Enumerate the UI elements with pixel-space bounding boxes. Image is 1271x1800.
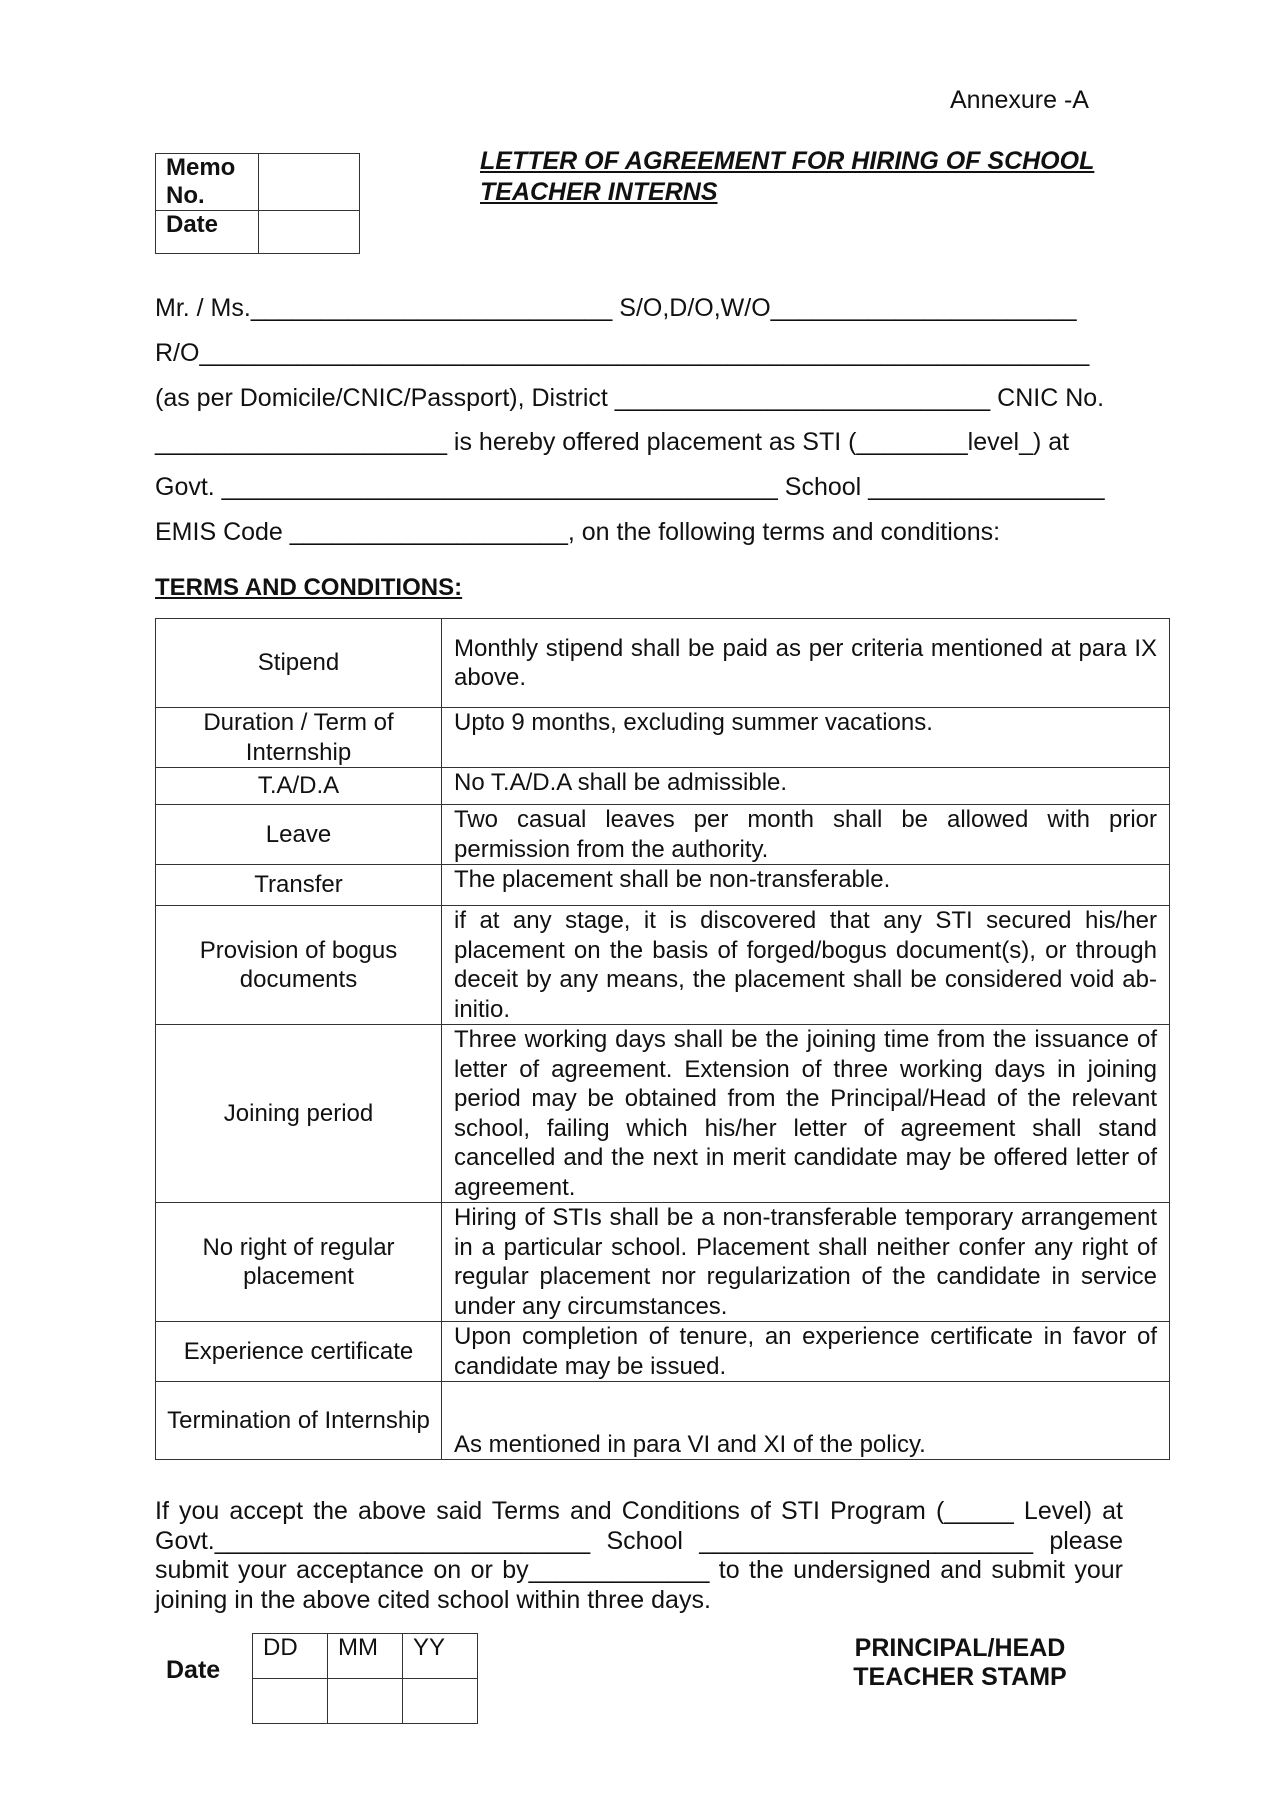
term-key: Joining period [156,1025,442,1203]
terms-row [156,768,1170,805]
date-label: Date [166,1656,221,1684]
year-field[interactable] [403,1679,478,1724]
terms-row [156,865,1170,906]
document-title: LETTER OF AGREEMENT FOR HIRING OF SCHOOL TEACHER INTERNS [480,147,1095,206]
memo-date-field[interactable] [259,211,360,254]
date-table [252,1633,478,1724]
terms-row [156,1203,1170,1322]
day-header: DD [253,1634,328,1679]
terms-row [156,708,1170,768]
term-value: No T.A/D.A shall be admissible. [442,768,1170,805]
form-line-cnic[interactable]: _____________________ is hereby offered placement as STI (________level_) at [155,428,1070,456]
month-field[interactable] [328,1679,403,1724]
acceptance-paragraph: If you accept the above said Terms and Conditions of STI Program (_____ Level) at Govt.___________________________ School ________________________ please submit your acceptance on or by_____________ to the undersigned and submit your joining in the above cited school within three days. [155,1497,1123,1614]
terms-row [156,1025,1170,1203]
term-value: Monthly stipend shall be paid as per criteria mentioned at para IX above. [442,619,1170,708]
memo-no-field[interactable] [259,154,360,211]
form-line-emis[interactable]: EMIS Code ____________________, on the following terms and conditions: [155,518,1001,546]
term-key: T.A/D.A [156,768,442,805]
annexure-label: Annexure -A [950,86,1089,114]
principal-stamp-label: PRINCIPAL/HEAD TEACHER STAMP [853,1634,1067,1691]
form-line-residence[interactable]: R/O________________________________________________________________ [155,339,1090,367]
term-key: Duration / Term of Internship [156,708,442,768]
terms-row [156,1322,1170,1382]
memo-table [155,153,360,254]
term-value: As mentioned in para VI and XI of the policy. [442,1382,1170,1460]
term-key: Provision of bogus documents [156,906,442,1025]
term-value: Upto 9 months, excluding summer vacations. [442,708,1170,768]
term-key: No right of regular placement [156,1203,442,1322]
term-value: Upon completion of tenure, an experience certificate in favor of candidate may be issued. [442,1322,1170,1382]
memo-date-label: Date [156,211,259,254]
year-header: YY [403,1634,478,1679]
term-key: Experience certificate [156,1322,442,1382]
terms-row [156,1382,1170,1460]
term-key: Transfer [156,865,442,906]
term-key: Leave [156,805,442,865]
month-header: MM [328,1634,403,1679]
terms-table [155,618,1170,1460]
memo-no-label: Memo No. [156,154,259,211]
term-key: Termination of Internship [156,1382,442,1460]
form-line-district[interactable]: (as per Domicile/CNIC/Passport), District ___________________________ CNIC No. [155,384,1105,412]
term-key: Stipend [156,619,442,708]
day-field[interactable] [253,1679,328,1724]
form-line-name[interactable]: Mr. / Ms.__________________________ S/O,D/O,W/O______________________ [155,294,1077,322]
term-value: if at any stage, it is discovered that any STI secured his/her placement on the basis of forged/bogus document(s), or through deceit by any means, the placement shall be considered void ab-initio. [442,906,1170,1025]
term-value: Hiring of STIs shall be a non-transferable temporary arrangement in a particular school. Placement shall neither confer any right of regular placement nor regularization of the candidate in service under any circumstances. [442,1203,1170,1322]
terms-heading: TERMS AND CONDITIONS: [155,574,463,601]
term-value: Three working days shall be the joining time from the issuance of letter of agreement. Extension of three working days in joining period may be obtained from the Principal/Head of the relevant school, failing which his/her letter of agreement shall stand cancelled and the next in merit candidate may be offered letter of agreement. [442,1025,1170,1203]
form-line-school[interactable]: Govt. ________________________________________ School _________________ [155,473,1105,501]
term-value: Two casual leaves per month shall be allowed with prior permission from the authority. [442,805,1170,865]
terms-row [156,619,1170,708]
term-value: The placement shall be non-transferable. [442,865,1170,906]
terms-row [156,805,1170,865]
terms-row [156,906,1170,1025]
